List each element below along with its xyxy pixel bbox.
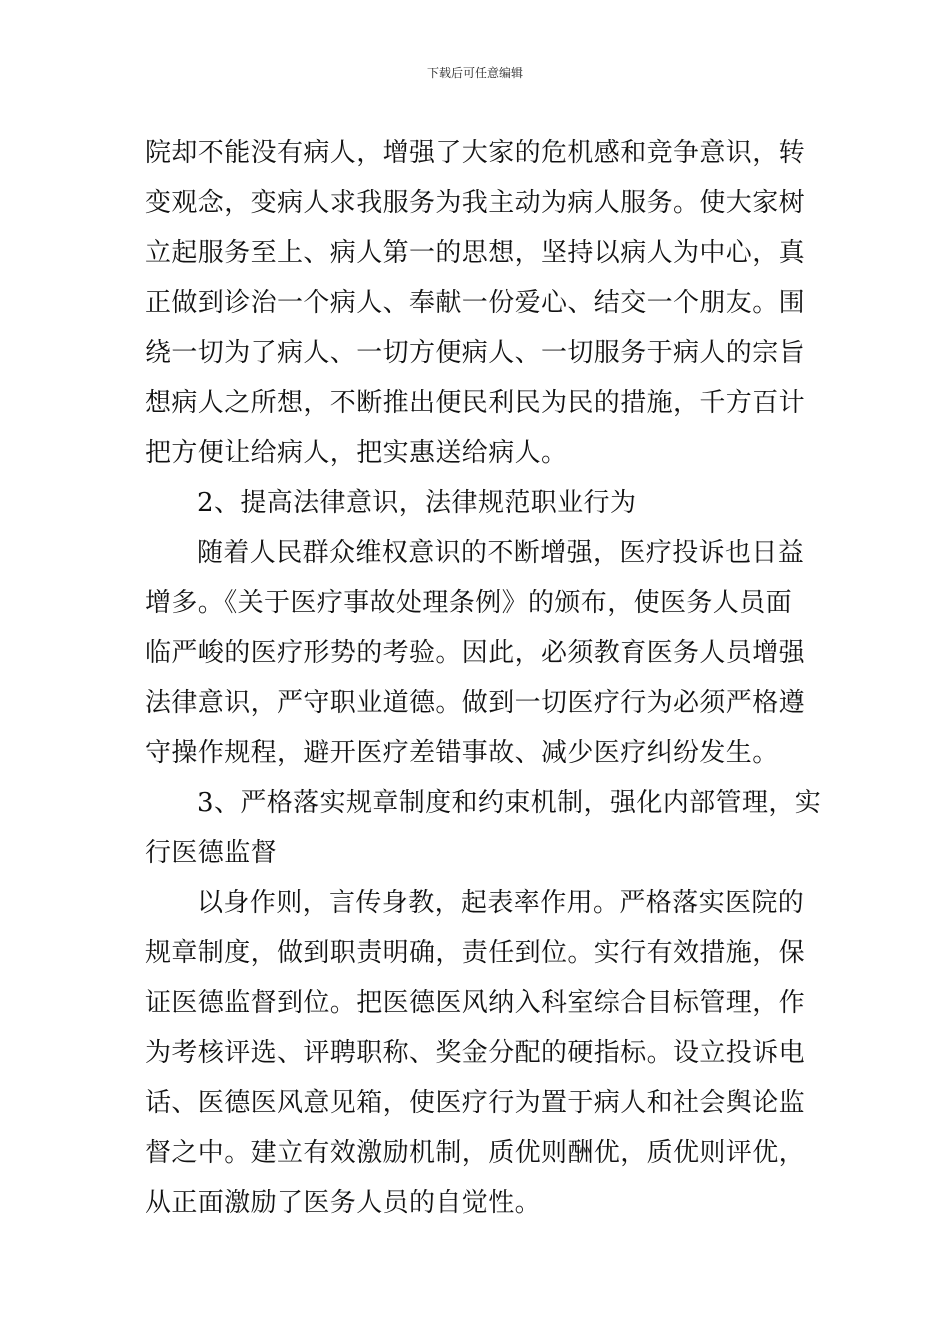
text-line: 把方便让给病人，把实惠送给病人。: [145, 438, 568, 468]
text-line: 想病人之所想，不断推出便民利民为民的措施，千方百计: [145, 388, 806, 418]
text-line: 随着人民群众维权意识的不断增强，医疗投诉也日益: [197, 538, 805, 568]
paragraph-continuation: [145, 128, 807, 478]
text-line: 院却不能没有病人，增强了大家的危机感和竞争意识，转: [145, 138, 806, 168]
text-line: 法律意识，严守职业道德。做到一切医疗行为必须严格遵: [145, 688, 806, 718]
text-line: 绕一切为了病人、一切方便病人、一切服务于病人的宗旨: [145, 338, 806, 368]
paragraph-legal-awareness: [145, 528, 807, 778]
page-header: 下载后可任意编辑: [426, 66, 523, 80]
text-line: 规章制度，做到职责明确，责任到位。实行有效措施，保: [145, 938, 806, 968]
text-line: 从正面激励了医务人员的自觉性。: [145, 1188, 542, 1218]
heading-line: 行医德监督: [145, 838, 278, 868]
text-line: 以身作则，言传身教，起表率作用。严格落实医院的: [197, 888, 805, 918]
text-line: 为考核评选、评聘职称、奖金分配的硬指标。设立投诉电: [145, 1038, 806, 1068]
paragraph-supervision: [145, 878, 807, 1228]
section-heading-3: [145, 778, 822, 878]
text-line: 增多。《关于医疗事故处理条例》的颁布，使医务人员面: [145, 588, 793, 618]
heading-line: 2、提高法律意识，法律规范职业行为: [197, 488, 637, 518]
text-line: 督之中。建立有效激励机制，质优则酬优，质优则评优，: [145, 1138, 806, 1168]
text-line: 证医德监督到位。把医德医风纳入科室综合目标管理，作: [145, 988, 806, 1018]
heading-line: 3、严格落实规章制度和约束机制，强化内部管理，实: [197, 788, 822, 818]
text-line: 正做到诊治一个病人、奉献一份爱心、结交一个朋友。围: [145, 288, 806, 318]
text-line: 话、医德医风意见箱，使医疗行为置于病人和社会舆论监: [145, 1088, 806, 1118]
text-line: 变观念，变病人求我服务为我主动为病人服务。使大家树: [145, 188, 806, 218]
text-line: 立起服务至上、病人第一的思想，坚持以病人为中心，真: [145, 238, 806, 268]
text-line: 临严峻的医疗形势的考验。因此，必须教育医务人员增强: [145, 638, 806, 668]
document-body: [145, 128, 822, 1228]
text-line: 守操作规程，避开医疗差错事故、减少医疗纠纷发生。: [145, 738, 779, 768]
section-heading-2: [145, 478, 807, 528]
